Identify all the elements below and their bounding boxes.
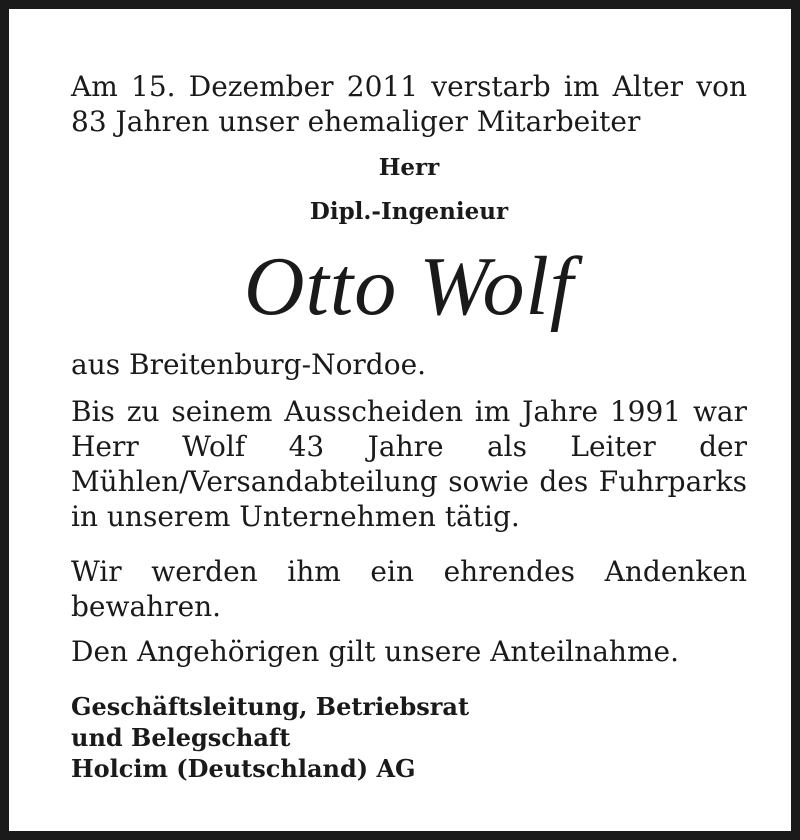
honorific: Herr	[378, 154, 440, 181]
signature-block	[71, 691, 747, 784]
signature-line: und Belegschaft	[71, 723, 291, 752]
origin-text: aus Breitenburg-Nordoe.	[71, 348, 427, 381]
academic-title: Dipl.-Ingenieur	[309, 198, 509, 225]
remembrance-text: Wir werden ihm ein ehrendes Andenken bewahren.	[71, 555, 747, 623]
condolence-text: Den Angehörigen gilt unsere Anteilnahme.	[71, 635, 679, 668]
intro-text: Am 15. Dezember 2011 verstarb im Alter von 83 Jahren unser ehemaliger Mitarbeiter	[71, 70, 747, 138]
signature-line: Holcim (Deutschland) AG	[71, 754, 416, 783]
career-text: Bis zu seinem Ausscheiden im Jahre 1991 war Herr Wolf 43 Jahre als Leiter der Mühlen/Versandabteilung sowie des Fuhrparks in unserem Unternehmen tätig.	[71, 395, 747, 533]
notice-content	[71, 69, 747, 784]
signature-line: Geschäftsleitung, Betriebsrat	[71, 692, 470, 721]
deceased-name: Otto Wolf	[243, 240, 575, 333]
